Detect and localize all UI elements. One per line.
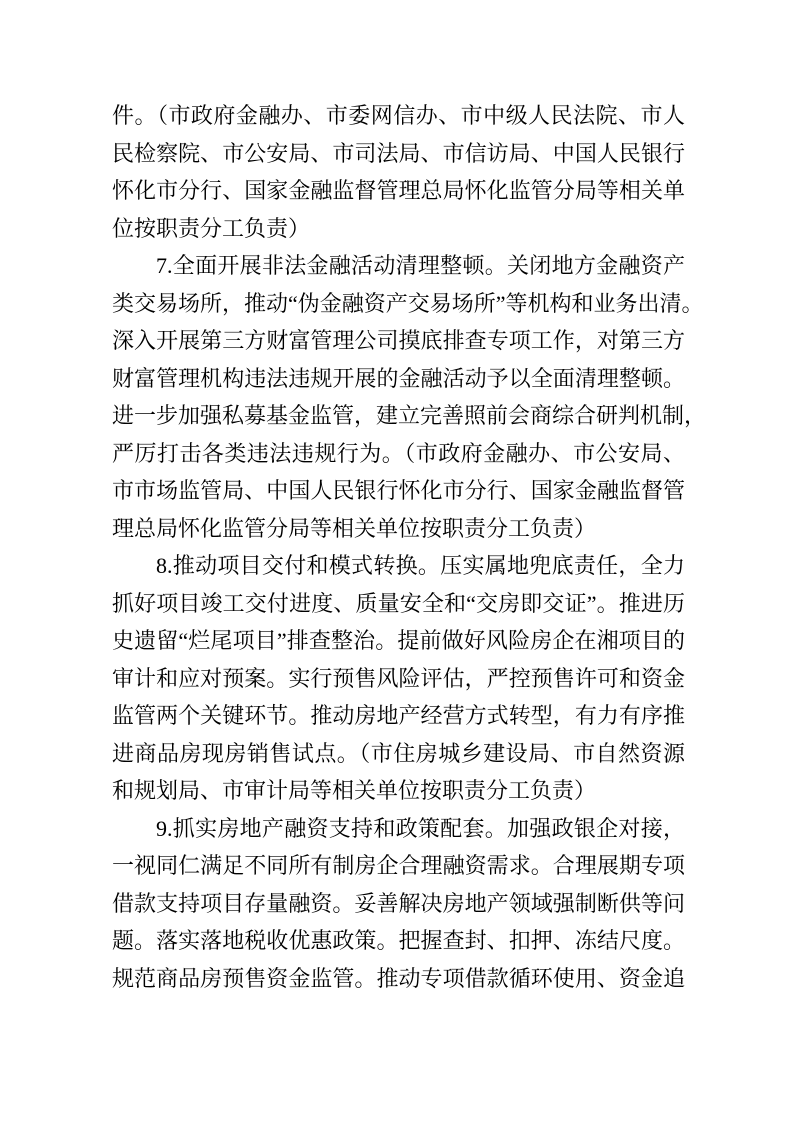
text-line: 财富管理机构违法违规开展的金融活动予以全面清理整顿。 [112, 365, 685, 391]
document-text [112, 97, 707, 997]
text-line: 监管两个关键环节。推动房地产经营方式转型，有力有序推 [112, 703, 685, 728]
text-line: 规范商品房预售资金监管。推动专项借款循环使用、资金追 [112, 965, 685, 991]
text-line: 抓好项目竣工交付进度、质量安全和“交房即交证”。推进历 [112, 590, 685, 616]
text-line: 进一步加强私募基金监管，建立完善照前会商综合研判机制， [112, 403, 707, 428]
text-line: 件。（市政府金融办、市委网信办、市中级人民法院、市人 [112, 103, 685, 128]
text-line: 类交易场所，推动“伪金融资产交易场所”等机构和业务出清。 [112, 290, 704, 316]
text-line: 怀化市分行、国家金融监督管理总局怀化监管分局等相关单 [112, 178, 685, 203]
text-line: 理总局怀化监管分局等相关单位按职责分工负责） [112, 515, 597, 541]
text-line: 深入开展第三方财富管理公司摸底排查专项工作，对第三方 [112, 328, 685, 353]
text-line: 位按职责分工负责） [112, 215, 311, 241]
text-line: 严厉打击各类违法违规行为。（市政府金融办、市公安局、 [112, 440, 685, 466]
text-line: 民检察院、市公安局、市司法局、市信访局、中国人民银行 [112, 140, 685, 166]
text-line: 史遗留“烂尾项目”排查整治。提前做好风险房企在湘项目的 [112, 628, 685, 653]
text-line: 题。落实落地税收优惠政策。把握查封、扣押、冻结尺度。 [112, 928, 685, 953]
text-line: 7.全面开展非法金融活动清理整顿。关闭地方金融资产 [156, 253, 685, 278]
text-line: 审计和应对预案。实行预售风险评估，严控预售许可和资金 [112, 665, 685, 691]
text-line: 和规划局、市审计局等相关单位按职责分工负责） [112, 778, 597, 803]
text-line: 借款支持项目存量融资。妥善解决房地产领域强制断供等问 [112, 890, 685, 916]
text-line: 进商品房现房销售试点。（市住房城乡建设局、市自然资源 [112, 740, 685, 766]
text-line: 9.抓实房地产融资支持和政策配套。加强政银企对接， [156, 815, 685, 841]
text-line: 8.推动项目交付和模式转换。压实属地兜底责任，全力 [156, 553, 685, 578]
text-line: 市市场监管局、中国人民银行怀化市分行、国家金融监督管 [112, 478, 685, 503]
text-line: 一视同仁满足不同所有制房企合理融资需求。合理展期专项 [112, 853, 685, 878]
